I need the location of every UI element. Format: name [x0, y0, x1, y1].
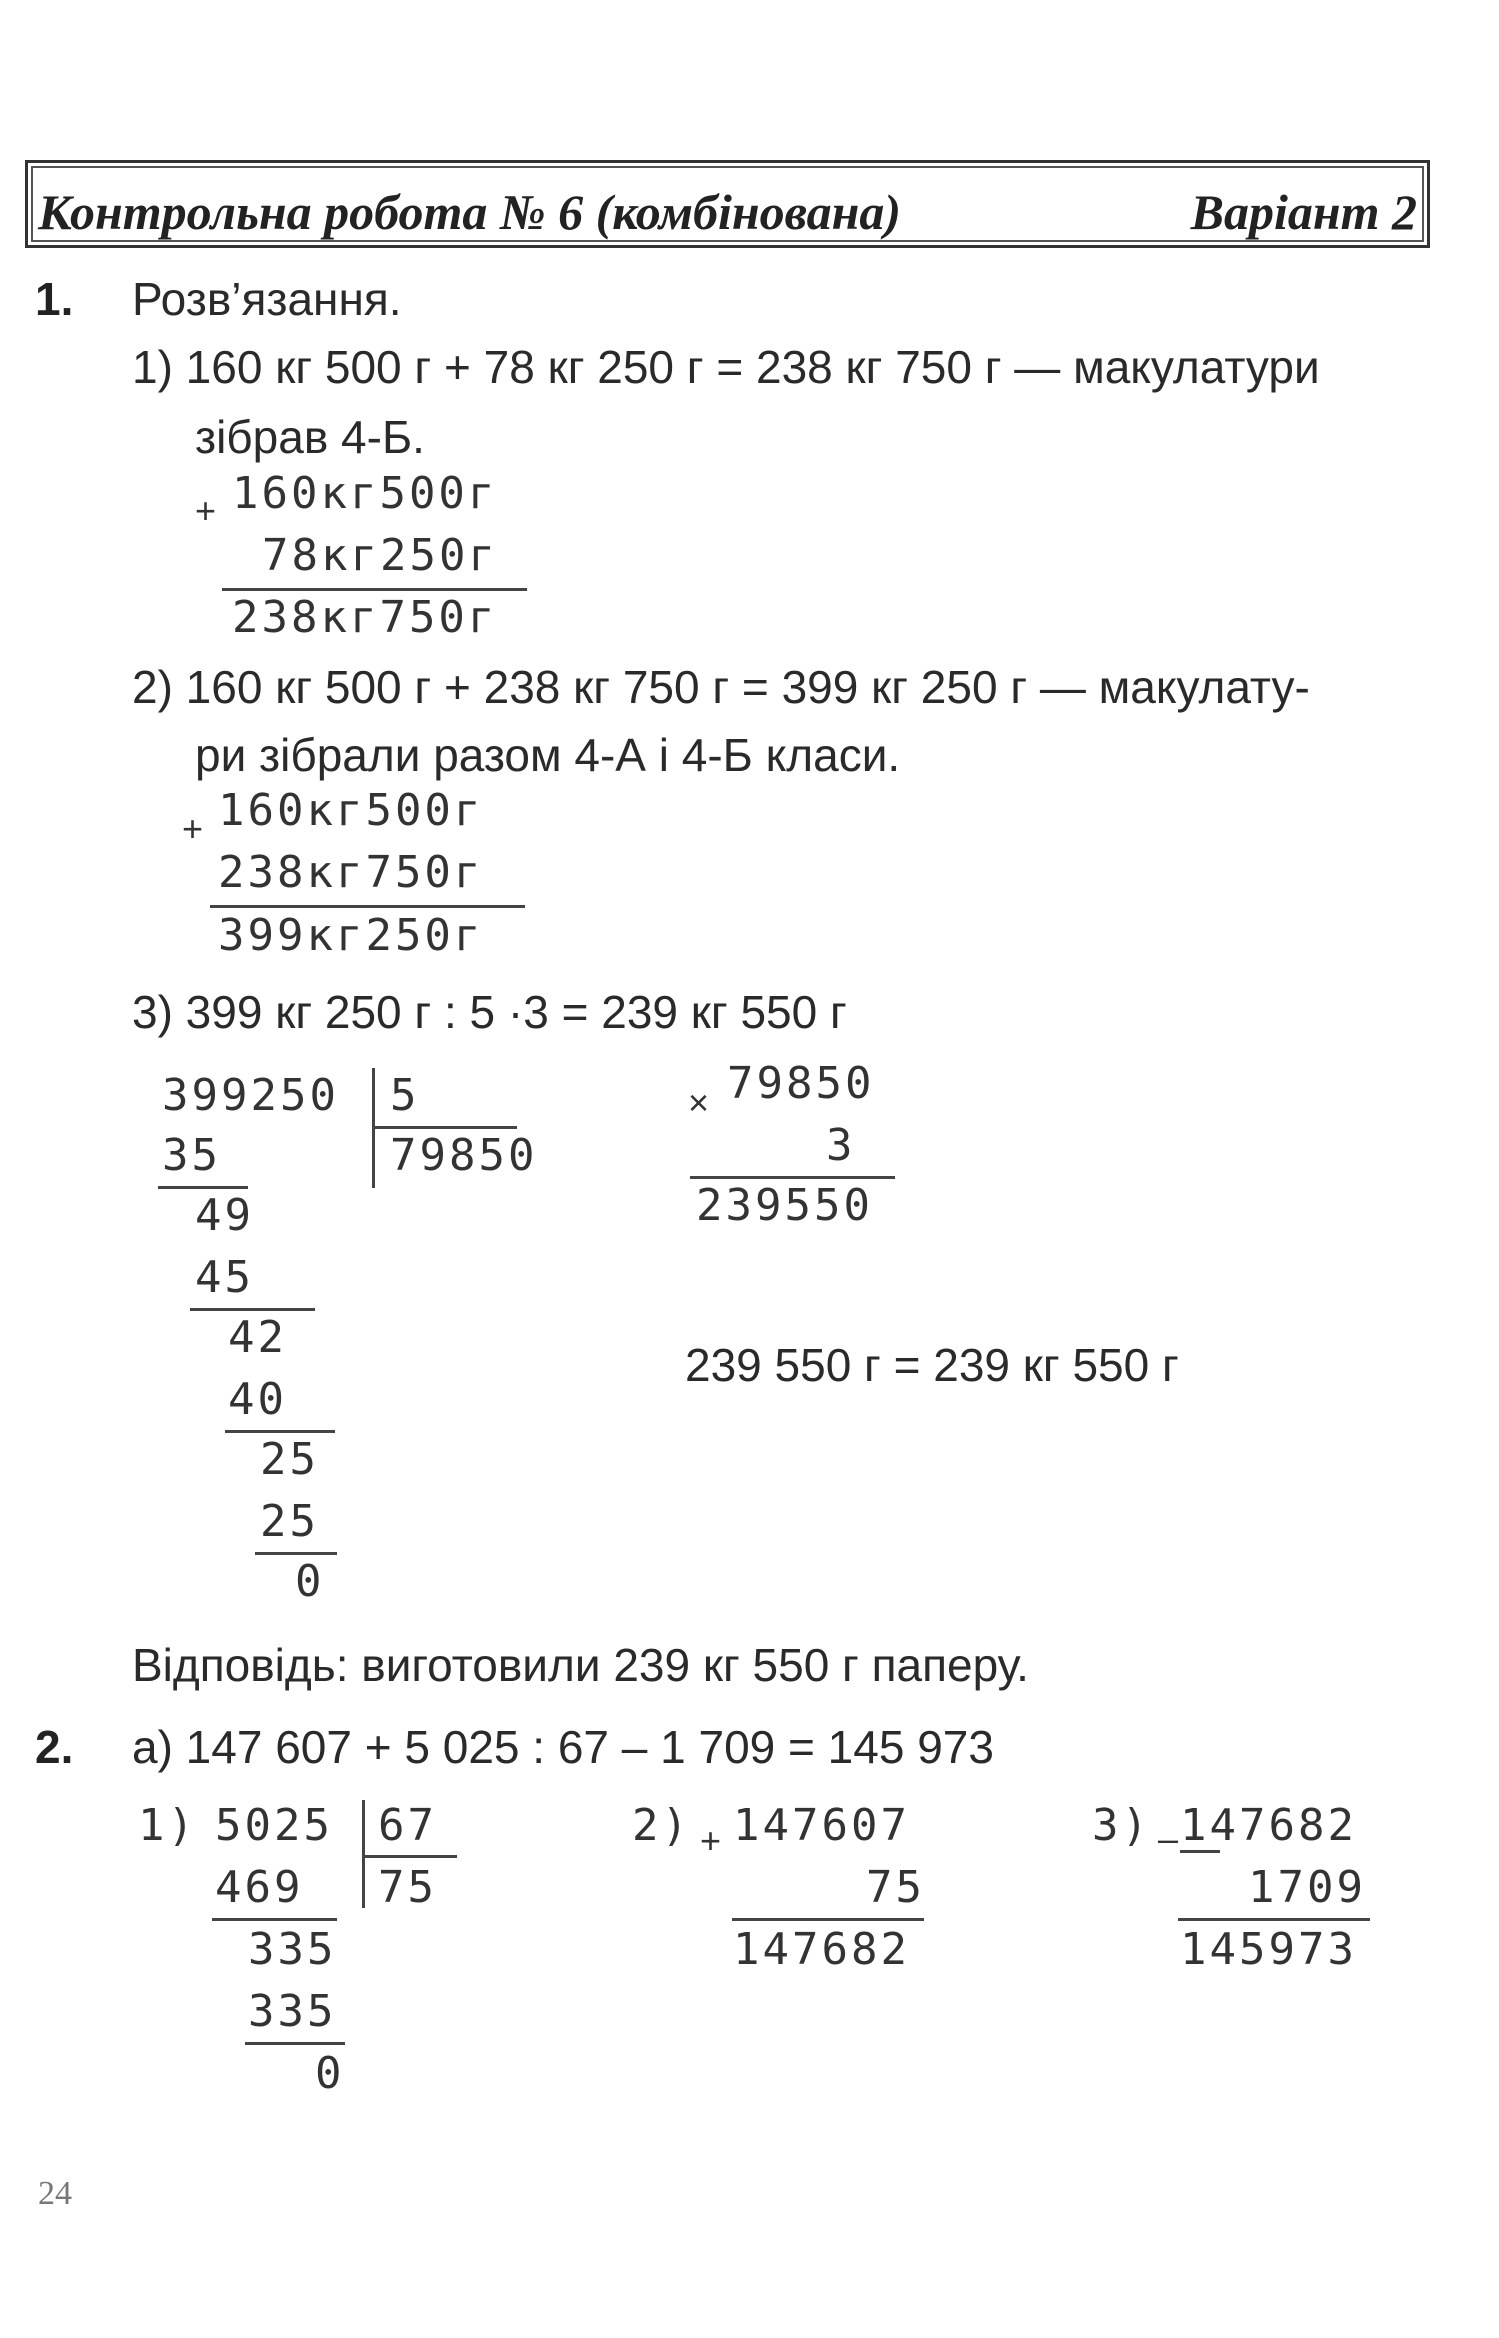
multiplicand: 79850	[727, 1058, 875, 1109]
variant-label: Варіант 2	[1190, 184, 1417, 240]
step3-line: 3) 399 кг 250 г : 5 ·3 = 239 кг 550 г	[132, 986, 847, 1038]
times-sign: ×	[688, 1082, 710, 1123]
final-remainder: 0	[295, 1556, 325, 1607]
step-subtrahend: 469	[215, 1862, 304, 1913]
subtrahend: 1709	[1248, 1862, 1366, 1913]
step-subtrahend: 45	[195, 1252, 254, 1303]
step-remainder: 25	[260, 1434, 319, 1485]
minuend-underline	[1180, 1850, 1220, 1853]
step1-line1: 1) 160 кг 500 г + 78 кг 250 г = 238 кг 750 г — макулатури	[132, 341, 1320, 393]
addend-1: 147607	[733, 1800, 910, 1851]
step-line	[225, 1430, 335, 1433]
step-remainder: 49	[195, 1190, 254, 1241]
step-subtrahend: 40	[228, 1374, 287, 1425]
step-subtrahend: 335	[248, 1986, 337, 2037]
step2-line1: 2) 160 кг 500 г + 238 кг 750 г = 399 кг 250 г — макулату-	[132, 661, 1310, 713]
task2-expression: а) 147 607 + 5 025 : 67 – 1 709 = 145 973	[132, 1721, 994, 1773]
addend-2: 238кг750г	[218, 847, 484, 898]
sum-line	[732, 1918, 924, 1921]
quotient-line	[362, 1855, 457, 1858]
step-remainder: 42	[228, 1312, 287, 1363]
sum-result: 399кг250г	[218, 910, 484, 961]
task1-heading: Розв’язання.	[132, 273, 402, 325]
header-box	[25, 160, 1430, 248]
addend-1: 160кг500г	[218, 785, 484, 836]
answer-text: Відповідь: виготовили 239 кг 550 г паперу.	[132, 1639, 1029, 1691]
quotient: 79850	[390, 1130, 538, 1181]
task1-number: 1.	[35, 273, 74, 325]
sum-result: 147682	[733, 1924, 910, 1975]
difference-line	[1178, 1918, 1370, 1921]
task2-number: 2.	[35, 1721, 74, 1773]
multiplier: 3	[826, 1120, 856, 1171]
step-label: 1)	[138, 1800, 197, 1851]
sum-result: 238кг750г	[232, 592, 498, 643]
page-number: 24	[38, 2175, 72, 2212]
minuend: 147682	[1180, 1800, 1357, 1851]
step-line	[158, 1186, 248, 1189]
plus-sign: +	[195, 490, 217, 531]
divisor: 67	[378, 1800, 437, 1851]
product-line	[690, 1176, 895, 1179]
addend-2: 75	[866, 1862, 925, 1913]
minus-sign: –	[1158, 1818, 1179, 1859]
division-bar	[362, 1800, 365, 1908]
sum-line	[222, 588, 527, 591]
step2-line2: ри зібрали разом 4-А і 4-Б класи.	[195, 729, 901, 781]
step-subtrahend: 35	[162, 1130, 221, 1181]
step1-line2: зібрав 4-Б.	[195, 411, 425, 463]
step-line	[255, 1552, 337, 1555]
plus-sign: +	[700, 1820, 722, 1861]
step-line	[245, 2042, 345, 2045]
step-label: 3)	[1092, 1800, 1151, 1851]
quotient-line	[372, 1126, 517, 1129]
product: 239550	[696, 1180, 873, 1231]
final-remainder: 0	[315, 2048, 345, 2099]
quotient: 75	[378, 1862, 437, 1913]
addend-2: 78кг250г	[262, 530, 498, 581]
step-label: 2)	[632, 1800, 691, 1851]
addend-1: 160кг500г	[232, 468, 498, 519]
divisor: 5	[390, 1070, 420, 1121]
step-subtrahend: 25	[260, 1496, 319, 1547]
dividend: 399250	[162, 1070, 339, 1121]
dividend: 5025	[215, 1800, 333, 1851]
test-title: Контрольна робота № 6 (комбінована)	[38, 184, 902, 240]
plus-sign: +	[182, 808, 204, 849]
step-line	[212, 1918, 337, 1921]
sum-line	[210, 905, 525, 908]
conversion-text: 239 550 г = 239 кг 550 г	[685, 1339, 1179, 1391]
difference: 145973	[1180, 1924, 1357, 1975]
step-remainder: 335	[248, 1924, 337, 1975]
step-line	[190, 1308, 315, 1311]
